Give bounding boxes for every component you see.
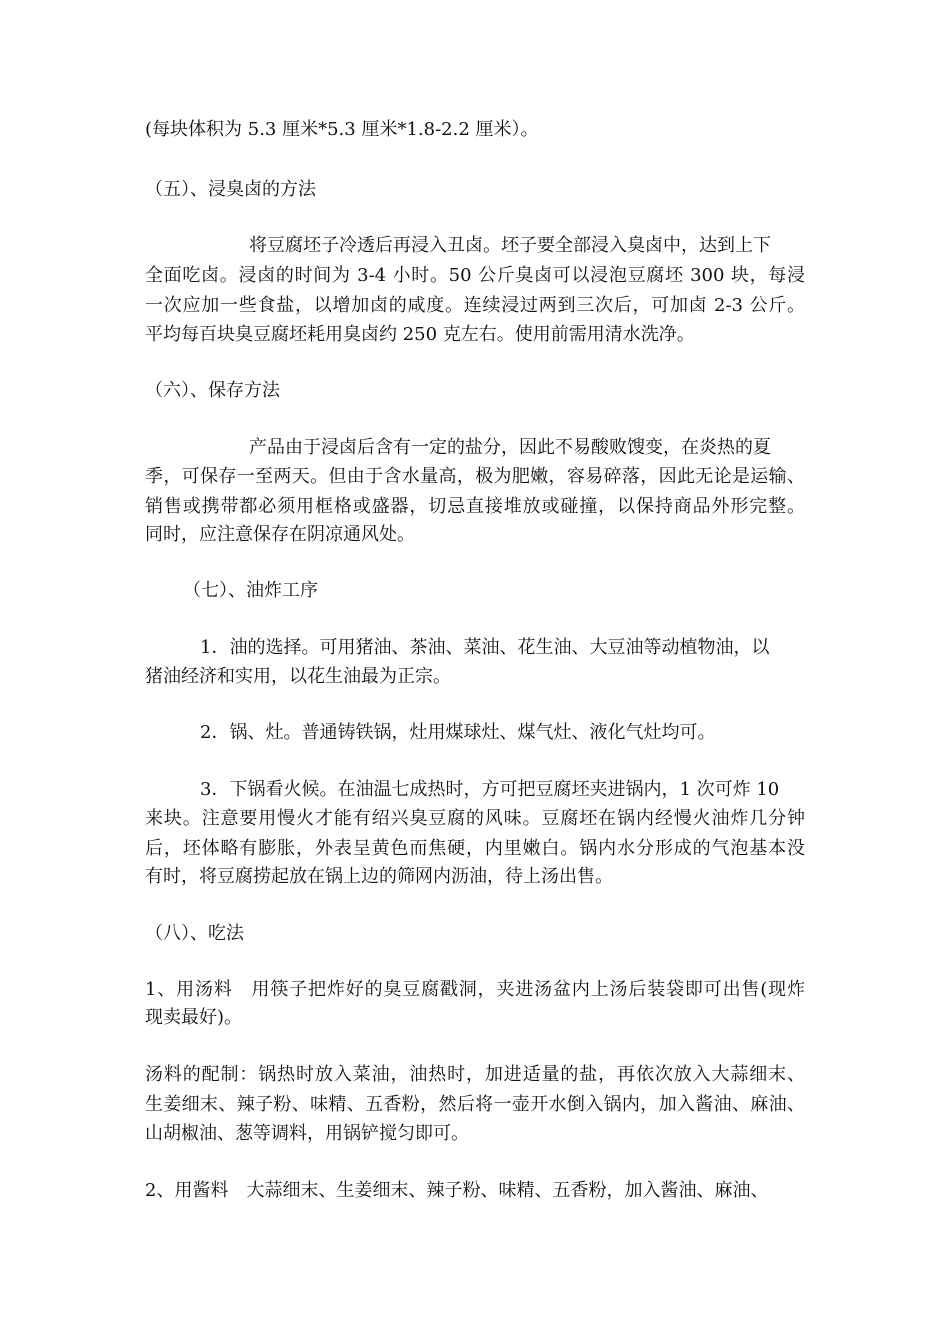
section-heading-5: （五）、浸臭卤的方法 [145, 179, 316, 200]
text-line: 后，坯体略有膨胀，外表呈黄色而焦硬，内里嫩白。锅内水分形成的气泡基本没 [145, 838, 805, 859]
text-line: 有时，将豆腐捞起放在锅上边的筛网内沥油，待上汤出售。 [145, 866, 613, 887]
section-heading-7: （七）、油炸工序 [183, 580, 318, 601]
text-line: 1．油的选择。可用猪油、茶油、菜油、花生油、大豆油等动植物油，以 [200, 637, 770, 658]
text-line: 将豆腐坯子冷透后再浸入丑卤。坯子要全部浸入臭卤中，达到上下 [249, 235, 771, 256]
text-line: 销售或携带都必须用框格或盛器，切忌直接堆放或碰撞，以保持商品外形完整。 [145, 496, 805, 517]
text-line: 猪油经济和实用，以花生油最为正宗。 [145, 666, 451, 687]
section-heading-6: （六）、保存方法 [145, 380, 280, 401]
text-line: 全面吃卤。浸卤的时间为 3-4 小时。50 公斤臭卤可以浸泡豆腐坯 300 块，每浸 [145, 265, 805, 286]
text-line: 季，可保存一至两天。但由于含水量高，极为肥嫩，容易碎落，因此无论是运输、 [145, 466, 805, 487]
text-line: 生姜细末、辣子粉、味精、五香粉，然后将一壶开水倒入锅内，加入酱油、麻油、 [145, 1094, 805, 1115]
section-heading-8: （八）、吃法 [145, 923, 244, 944]
text-line: 2．锅、灶。普通铸铁锅，灶用煤球灶、煤气灶、液化气灶均可。 [200, 722, 716, 743]
text-line: 现卖最好)。 [145, 1007, 243, 1028]
text-line: 汤料的配制：锅热时放入菜油，油热时，加进适量的盐，再依次放入大蒜细末、 [145, 1064, 805, 1085]
text-line: 2、用酱料 大蒜细末、生姜细末、辣子粉、味精、五香粉，加入酱油、麻油、 [145, 1180, 769, 1201]
text-line: 平均每百块臭豆腐坯耗用臭卤约 250 克左右。使用前需用清水洗净。 [145, 324, 695, 345]
text-line: 一次应加一些食盐，以增加卤的咸度。连续浸过两到三次后，可加卤 2-3 公斤。 [145, 295, 805, 316]
text-line: 产品由于浸卤后含有一定的盐分，因此不易酸败馊变，在炎热的夏 [249, 437, 771, 458]
text-line: 来块。注意要用慢火才能有绍兴臭豆腐的风味。豆腐坯在锅内经慢火油炸几分钟 [145, 808, 805, 829]
text-line: 同时，应注意保存在阴凉通风处。 [145, 524, 415, 545]
text-line: 3．下锅看火候。在油温七成热时，方可把豆腐坯夹进锅内，1 次可炸 10 [200, 779, 780, 800]
text-line: (每块体积为 5.3 厘米*5.3 厘米*1.8-2.2 厘米）。 [145, 119, 539, 140]
text-line: 山胡椒油、葱等调料，用锅铲搅匀即可。 [145, 1123, 469, 1144]
text-line: 1、用汤料 用筷子把炸好的臭豆腐戳洞，夹进汤盆内上汤后装袋即可出售(现炸 [145, 979, 805, 1000]
